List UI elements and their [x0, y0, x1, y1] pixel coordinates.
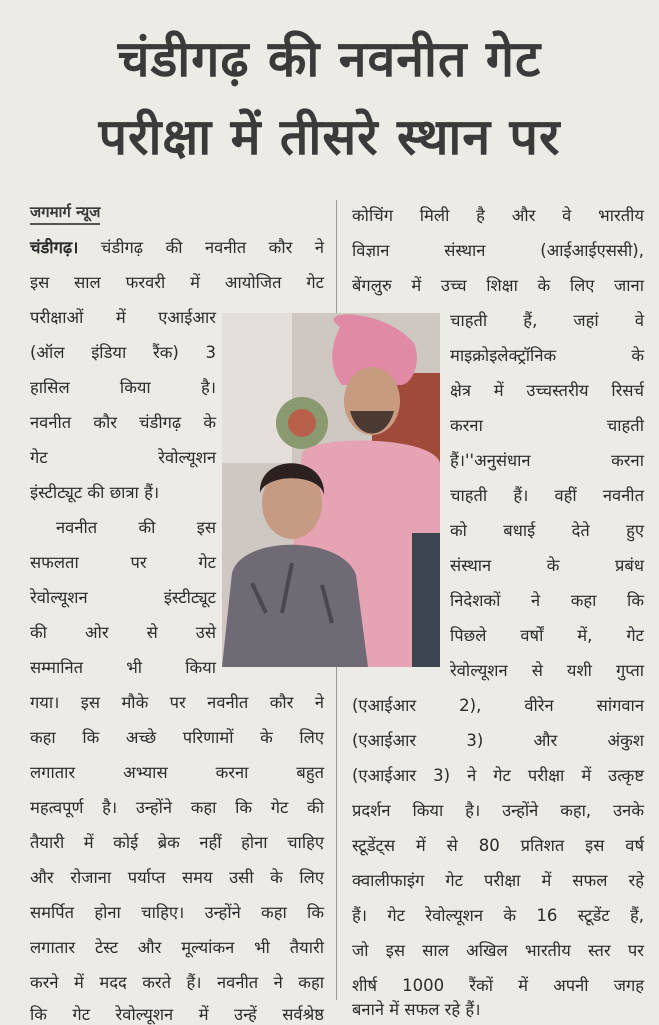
text-line: लगातार टेस्ट और मूल्यांकन भी तैयारी: [30, 938, 324, 957]
text-line: (एआईआर 2), वीरेन सांगवान: [352, 696, 644, 715]
text-line: गया। इस मौके पर नवनीत कौर ने: [30, 693, 324, 712]
text-line: समर्पित होना चाहिए। उन्होंने कहा कि: [30, 903, 324, 922]
text-line: संस्थान के प्रबंध: [450, 556, 644, 575]
text-line: (ऑल इंडिया रैंक) 3: [30, 343, 216, 362]
text-line: (एआईआर 3) और अंकुश: [352, 731, 644, 750]
text-line: बनाने में सफल रहे हैं।: [352, 1000, 481, 1019]
text-line: को बधाई देते हुए: [450, 521, 644, 540]
text-line: कि गेट रेवोल्यूशन में उन्हें सर्वश्रेष्ठ: [30, 1005, 324, 1024]
text-line: बेंगलुरु में उच्च शिक्षा के लिए जाना: [352, 276, 644, 295]
text-line: नवनीत कौर चंडीगढ़ के: [30, 413, 216, 432]
text-line: चाहती हैं, जहां वे: [450, 311, 644, 330]
text-line: स्टूडेंट्स में से 80 प्रतिशत इस वर्ष: [352, 836, 644, 855]
text-line: कोचिंग मिली है और वे भारतीय: [352, 206, 644, 225]
text-line: माइक्रोइलेक्ट्रॉनिक के: [450, 346, 644, 365]
text-line: लगातार अभ्यास करना बहुत: [30, 763, 324, 782]
text-line: तैयारी में कोई ब्रेक नहीं होना चाहिए: [30, 833, 324, 852]
text-line: महत्वपूर्ण है। उन्होंने कहा कि गेट की: [30, 798, 324, 817]
text-line: प्रदर्शन किया है। उन्होंने कहा, उनके: [352, 801, 644, 820]
text-line: गेट रेवोल्यूशन: [30, 448, 216, 467]
text-line: नवनीत की इस: [56, 518, 216, 537]
text-line: कहा कि अच्छे परिणामों के लिए: [30, 728, 324, 747]
news-photo: [222, 313, 440, 667]
text-line: रेवोल्यूशन इंस्टीट्यूट: [30, 588, 216, 607]
text-line: विज्ञान संस्थान (आईआईएससी),: [352, 241, 644, 260]
text-line: की ओर से उसे: [30, 623, 216, 642]
text-line: इंस्टीट्यूट की छात्रा हैं।: [30, 483, 160, 502]
text-line: (एआईआर 3) ने गेट परीक्षा में उत्कृष्ट: [352, 766, 644, 785]
text-line: इस साल फरवरी में आयोजित गेट: [30, 273, 324, 292]
text-line: करना चाहती: [450, 416, 644, 435]
text-line: निदेशकों ने कहा कि: [450, 591, 644, 610]
text-line: सम्मानित भी किया: [30, 658, 216, 677]
text-line: शीर्ष 1000 रैंकों में अपनी जगह: [352, 976, 644, 995]
text-line: चाहती हैं। वहीं नवनीत: [450, 486, 644, 505]
text-line: जो इस साल अखिल भारतीय स्तर पर: [352, 941, 644, 960]
text-line: परीक्षाओं में एआईआर: [30, 308, 216, 327]
text-line: क्षेत्र में उच्चस्तरीय रिसर्च: [450, 381, 644, 400]
headline-line-2: परीक्षा में तीसरे स्थान पर: [98, 108, 561, 166]
text-line: करने में मदद करते हैं। नवनीत ने कहा: [30, 973, 324, 992]
text-line: चंडीगढ़। चंडीगढ़ की नवनीत कौर ने: [30, 238, 324, 257]
text-line: रेवोल्यूशन से यशी गुप्ता: [450, 661, 644, 680]
text-line: हैं।''अनुसंधान करना: [450, 451, 644, 470]
text-line: और रोजाना पर्याप्त समय उसी के लिए: [30, 868, 324, 887]
dateline: चंडीगढ़।: [30, 238, 79, 257]
text-line: सफलता पर गेट: [30, 553, 216, 572]
text-line: हैं। गेट रेवोल्यूशन के 16 स्टूडेंट हैं,: [352, 906, 644, 925]
byline: जगमार्ग न्यूज: [30, 202, 100, 225]
text-line: हासिल किया है।: [30, 378, 216, 397]
text-line: क्वालीफाइंग गेट परीक्षा में सफल रहे: [352, 871, 644, 890]
text-line: पिछले वर्षों में, गेट: [450, 626, 644, 645]
headline-line-1: चंडीगढ़ की नवनीत गेट: [117, 30, 542, 88]
